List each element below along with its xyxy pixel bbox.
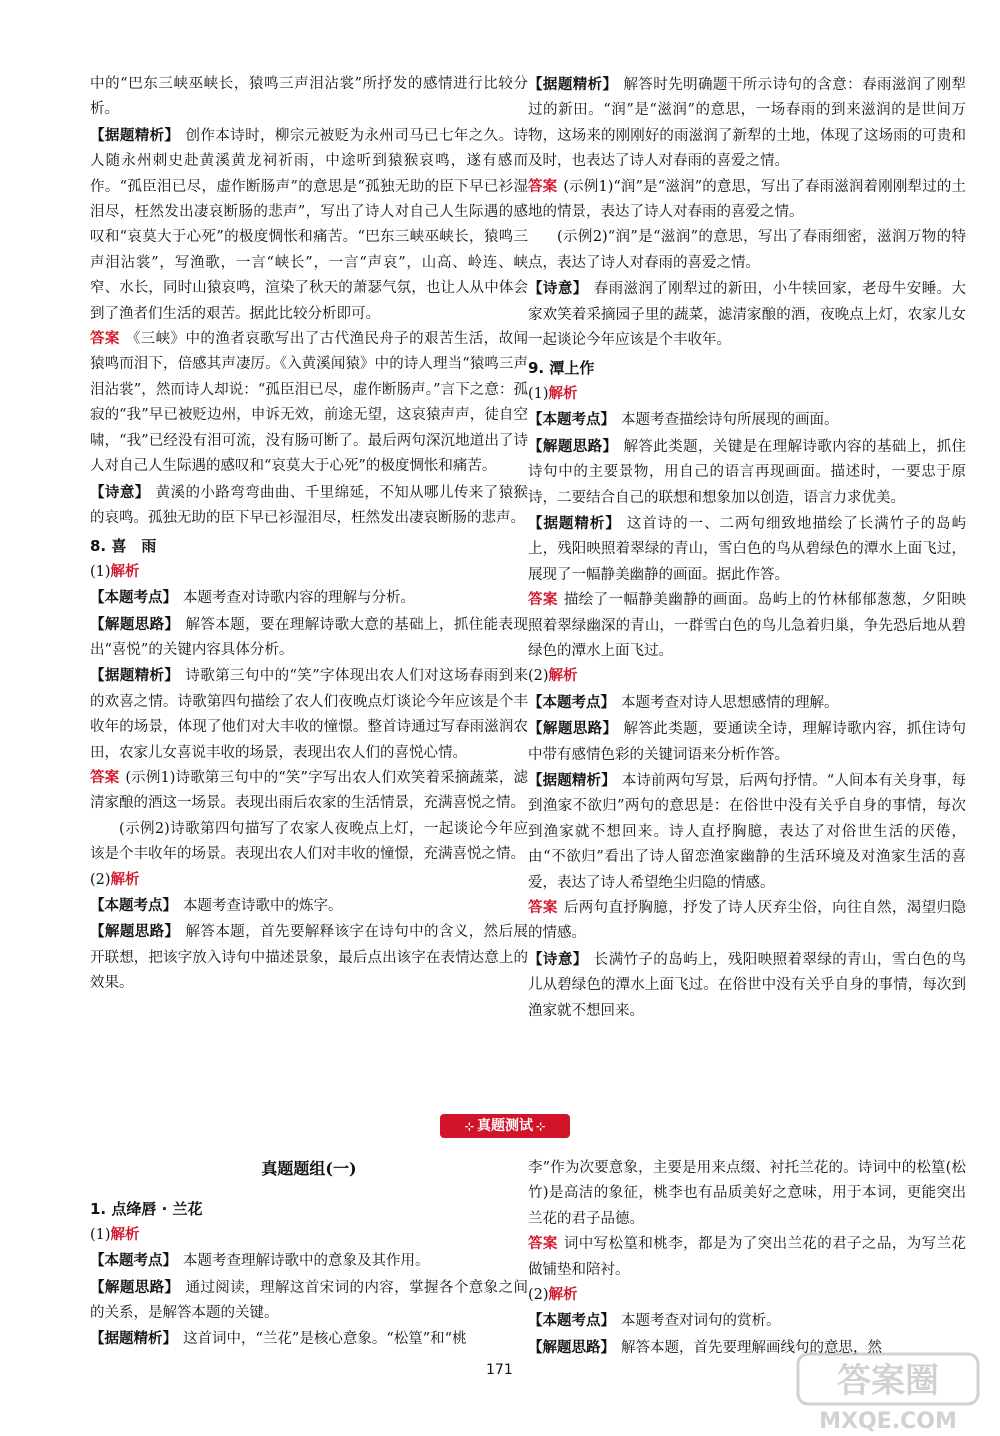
paragraph: [90, 766, 528, 817]
label-answer: 答案: [528, 900, 558, 916]
text: (2): [528, 1287, 549, 1304]
paragraph: [90, 893, 528, 919]
paragraph: [528, 1232, 966, 1283]
paragraph: [528, 716, 966, 768]
text: 描绘了一幅静美幽静的画面。岛屿上的竹林郁郁葱葱，夕阳映照着翠绿幽深的青山，一群雪白色的鸟儿急着归巢，争先恐后地从碧绿色的潭水上面飞过。: [528, 592, 967, 659]
label-jingxi: 【据题精析】: [90, 667, 180, 685]
text: (示例1)“润”是“滋润”的意思，写出了春雨滋润着刚刚犁过的土地的情景，表达了诗人对春雨的喜爱之情。: [528, 178, 966, 221]
label-jiexi: 解析: [110, 1226, 140, 1243]
label-jingxi: 【据题精析】: [528, 771, 616, 789]
text: 长满竹子的岛屿上，残阳映照着翠绿的青山，雪白色的鸟儿从碧绿色的潭水上面飞过。在俗世中没有关乎自身的事情，每次到渔家就不想回来。: [528, 951, 967, 1019]
group-title: 真题题组(一): [261, 1159, 357, 1178]
right-column: [528, 72, 966, 1024]
label-answer: 答案: [528, 592, 558, 609]
text: 《三峡》中的渔者哀歌写出了古代渔民舟子的艰苦生活，故闻猿鸣而泪下，倍感其声凄厉。《入黄溪闻猿》中的诗人理当“猿鸣三声泪沾裳”，然而诗人却说：“孤臣泪已尽，虚作断肠声。”言下之意：孤寂的“我”早已被贬边州，申诉无效，前途无望，这哀猿声声，徒自空啸，“我”已经没有泪可流，没有肠可断了。最后两句深沉地道出了诗人对自己人生际遇的感叹和“哀莫大于心死”的极度惆怅和痛苦。: [90, 331, 529, 475]
paragraph: [90, 585, 528, 611]
label-jiexi: 解析: [110, 871, 140, 888]
watermark-logo: [788, 1348, 988, 1434]
label-silu: 【解题思路】: [90, 615, 180, 633]
paragraph: [90, 1275, 528, 1327]
text: 诗歌第三句中的“笑”字体现出农人们对这场春雨到来的欢喜之情。诗歌第四句描绘了农人们夜晚点灯谈论今年应该是个丰收年的场景，体现了他们对大丰收的憧憬。整首诗通过写春雨滋润农田，农家儿女喜说丰收的场景，表现出农人们的喜悦心情。: [90, 668, 528, 761]
text: (1): [90, 1226, 111, 1243]
label-silu: 【解题思路】: [528, 437, 618, 455]
label-silu: 【解题思路】: [90, 923, 180, 941]
text: 黄溪的小路弯弯曲曲、千里绵延，不知从哪儿传来了猿猴的哀鸣。孤独无助的臣下早已衫湿泪尽，枉然发出凄哀断肠的悲声。: [90, 484, 529, 526]
text: (1): [528, 385, 549, 402]
paragraph: [90, 1248, 528, 1274]
label-jiexi: 解析: [548, 385, 578, 402]
paragraph: [90, 327, 528, 479]
label-silu: 【解题思路】: [528, 1338, 615, 1356]
label-kaodian: 【本题考点】: [90, 1252, 177, 1270]
left-column: [90, 72, 528, 997]
label-shiyi: 【诗意】: [90, 483, 150, 501]
paragraph: (示例2)“润”是“滋润”的意思，写出了春雨细密，滋润万物的特点，表达了诗人对春雨的喜爱之情。: [528, 229, 966, 271]
paragraph: [90, 663, 528, 766]
paragraph: [528, 690, 966, 716]
watermark-brand: 答案圈: [837, 1361, 939, 1401]
text: 这首诗的一、二两句细致地描绘了长满竹子的岛屿上，残阳映照着翠绿的青山，雪白色的鸟从碧绿色的潭水上面飞过，展现了一幅静美幽静的画面。据此作答。: [528, 515, 967, 583]
text: 本题考查理解诗歌中的意象及其作用。: [183, 1253, 430, 1270]
paragraph: (示例2)诗歌第四句描写了农家人夜晚点上灯，一起谈论今年应该是个丰收年的场景。表现出农人们对丰收的憧憬，充满喜悦之情。: [90, 820, 528, 863]
label-answer: 答案: [528, 178, 558, 195]
paragraph: [528, 768, 966, 896]
label-jiexi: 解析: [548, 668, 578, 685]
sub-question: [90, 560, 528, 585]
watermark-url: MXQE.COM: [819, 1409, 957, 1434]
label-kaodian: 【本题考点】: [90, 897, 177, 914]
left-column-lower: [90, 1156, 528, 1353]
paragraph: [528, 276, 966, 353]
paragraph: [528, 588, 966, 664]
text: 本题考查对诗人思想感情的理解。: [621, 694, 839, 711]
sub-question: [528, 382, 966, 407]
sparkle-icon: ⊹: [536, 1120, 546, 1133]
text: 解答此类题，要通读全诗，理解诗歌内容，抓住诗句中带有感情色彩的关键词语来分析作答。: [528, 721, 967, 763]
question-9-title: 9. 潭上作: [528, 359, 595, 378]
paragraph: 李”作为次要意象，主要是用来点缀、衬托兰花的。诗词中的松篁(松竹)是高洁的象征，桃李也有品质美好之意味，用于本词，更能突出兰花的君子品德。: [528, 1160, 966, 1227]
page-number: 171: [486, 1362, 513, 1378]
text: (2): [528, 668, 549, 685]
paragraph: [528, 407, 966, 433]
text: 本题考查对词句的赏析。: [621, 1313, 781, 1330]
label-kaodian: 【本题考点】: [90, 589, 177, 607]
label-kaodian: 【本题考点】: [528, 411, 615, 429]
text: 创作本诗时，柳宗元被贬为永州司马已七年之久。诗人随永州刺史赴黄溪黄龙祠祈雨，中途听到猿猴哀鸣，遂有感而作。“孤臣泪已尽，虚作断肠声”的意思是“孤独无助的臣下早已衫湿泪尽，枉然发出凄哀断肠的悲声”，写出了诗人对自己人生际遇的感叹和“哀莫大于心死”的极度惆怅和痛苦。“巴东三峡巫峡长，猿鸣三声泪沾裳”，写渔歌，一言“峡长”，一言“声哀”，山高、岭连、峡窄、水长，同时山猿哀鸣，渲染了秋天的萧瑟气氛，也让人从中体会到了渔者们生活的艰苦。据此比较分析即可。: [90, 127, 529, 322]
text: 本题考查诗歌中的炼字。: [183, 898, 343, 914]
paragraph: [528, 1308, 966, 1334]
sub-question: [90, 1223, 528, 1248]
label-answer: 答案: [528, 1236, 558, 1253]
label-kaodian: 【本题考点】: [528, 693, 615, 711]
sub-question: [90, 868, 528, 893]
paragraph: [528, 947, 966, 1024]
paragraph: [90, 919, 528, 996]
text: 解答本题，首先要解释该字在诗句中的含义，然后展开联想，把该字放入诗句中描述景象，最后点出该字在表情达意上的效果。: [90, 924, 529, 992]
text: 这首词中，“兰花”是核心意象。“松篁”和“桃: [183, 1331, 467, 1348]
label-answer: 答案: [90, 331, 120, 348]
label-jingxi: 【据题精析】: [90, 1330, 177, 1348]
text: 解答本题，首先要理解画线句的意思，然: [621, 1339, 882, 1356]
text: (示例1)诗歌第三句中的“笑”字写出农人们欢笑着采摘蔬菜，滤清家酿的酒这一场景。表现出雨后农家的生活情景，充满喜悦之情。: [90, 769, 528, 812]
sparkle-icon: ⊹: [464, 1120, 474, 1133]
paragraph: [90, 123, 528, 327]
text: (2): [90, 871, 111, 888]
question-8-title: 8. 喜 雨: [90, 537, 157, 556]
label-answer: 答案: [90, 769, 120, 786]
question-1-title: 1. 点绛唇 · 兰花: [90, 1200, 203, 1219]
section-banner: [440, 1114, 570, 1138]
label-shiyi: 【诗意】: [528, 950, 588, 968]
paragraph: [528, 175, 966, 226]
paragraph: [528, 896, 966, 947]
text: 词中写松篁和桃李，都是为了突出兰花的君子之品，为写兰花做铺垫和陪衬。: [528, 1236, 967, 1278]
paragraph: [528, 72, 966, 175]
text: 解答此类题，关键是在理解诗歌内容的基础上，抓住诗句中的主要景物，用自己的语言再现画面。描述时，一要忠于原诗，二要结合自己的联想和想象加以创造，语言力求优美。: [528, 438, 967, 506]
sub-question: [528, 1283, 966, 1308]
paragraph: [90, 1326, 528, 1352]
text: 解答本题，要在理解诗歌大意的基础上，抓住能表现出“喜悦”的关键内容具体分析。: [90, 616, 529, 658]
text: 本诗前两句写景，后两句抒情。“人间本有关身事，每到渔家不欲归”两句的意思是：在俗世中没有关乎自身的事情，每次到渔家就不想回来。诗人直抒胸臆，表达了对俗世生活的厌倦，由“不欲归”看出了诗人留恋渔家幽静的生活环境及对渔家生活的喜爱，表达了诗人希望绝尘归隐的情感。: [528, 772, 966, 891]
text: 通过阅读，理解这首宋词的内容，掌握各个意象之间的关系，是解答本题的关键。: [90, 1279, 529, 1322]
label-jingxi: 【据题精析】: [90, 126, 180, 144]
paragraph: [528, 434, 966, 511]
label-jiexi: 解析: [110, 563, 140, 580]
label-silu: 【解题思路】: [90, 1278, 180, 1296]
sub-question: [528, 664, 966, 689]
text: 解答时先明确题干所示诗句的含意：春雨滋润了刚犁过的新田。“润”是“滋润”的意思，一场春雨的到来滋润的是世间万物，这场来的刚刚好的雨滋润了新犁的土地，体现了这场雨的可贵和及时，也表达了诗人对春雨的喜爱之情。: [528, 77, 967, 170]
banner-text: 真题测试: [477, 1118, 533, 1134]
text: 本题考查对诗歌内容的理解与分析。: [183, 590, 415, 607]
label-jingxi: 【据题精析】: [528, 76, 618, 93]
paragraph: [90, 612, 528, 664]
label-jiexi: 解析: [548, 1287, 578, 1304]
paragraph: [90, 480, 528, 532]
label-jingxi: 【据题精析】: [528, 514, 621, 532]
label-kaodian: 【本题考点】: [528, 1312, 615, 1330]
label-shiyi: 【诗意】: [528, 280, 588, 298]
text: 本题考查描绘诗句所展现的画面。: [621, 412, 839, 429]
paragraph: 中的“巴东三峡巫峡长，猿鸣三声泪沾裳”所抒发的感情进行比较分析。: [90, 76, 528, 118]
label-silu: 【解题思路】: [528, 720, 618, 738]
text: 后两句直抒胸臆，抒发了诗人厌弃尘俗，向往自然，渴望归隐的情感。: [528, 900, 967, 942]
text: (1): [90, 563, 111, 580]
paragraph: [528, 511, 966, 588]
right-column-lower: [528, 1156, 966, 1361]
text: 春雨滋润了刚犁过的新田，小牛犊回家，老母牛安睡。大家欢笑着采摘园子里的蔬菜，滤清家酿的酒，夜晚点上灯，农家儿女一起谈论今年应该是个丰收年。: [528, 281, 967, 349]
